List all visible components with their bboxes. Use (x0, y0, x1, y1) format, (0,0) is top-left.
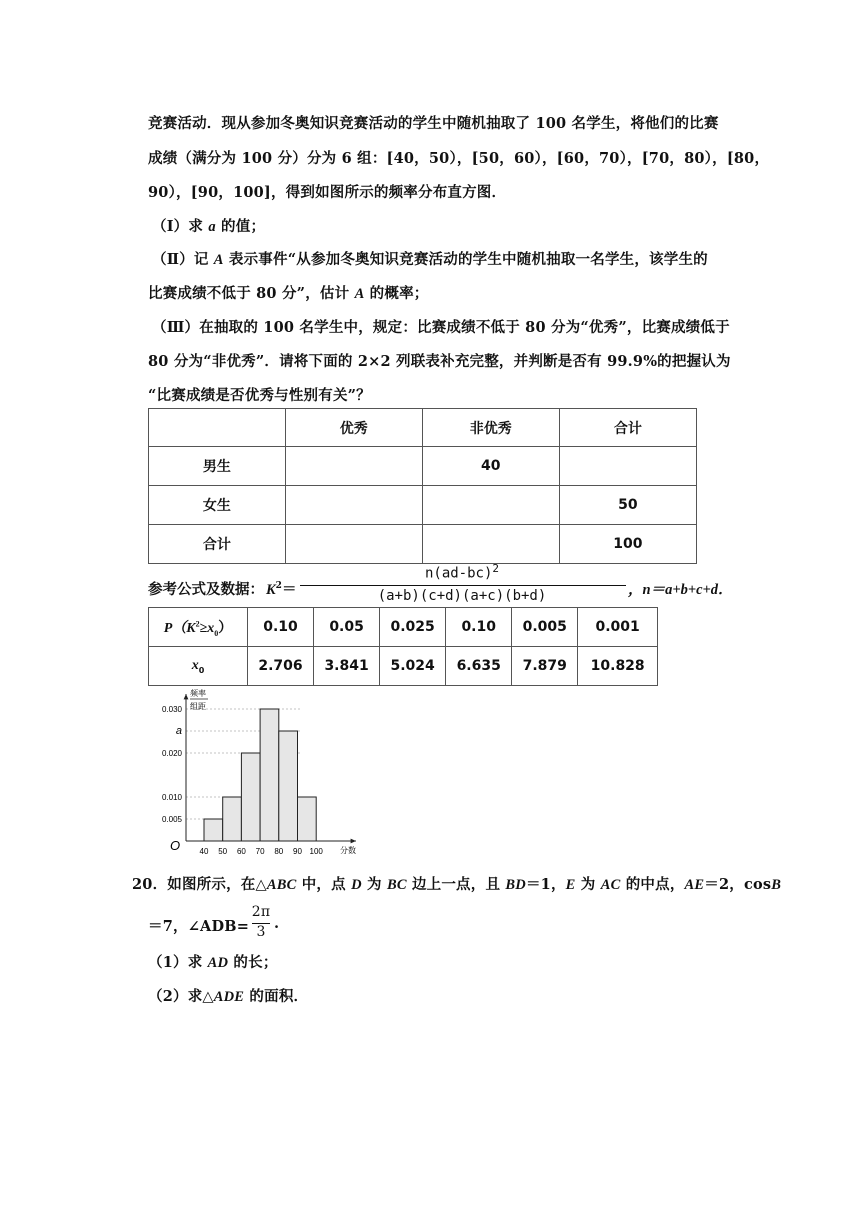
histogram-bar (223, 797, 242, 841)
p20-text: 边上一点，且 (406, 876, 506, 893)
k-table-row-p (149, 608, 658, 647)
problem20-question-1 (148, 951, 278, 972)
problem19-line1: 竞赛活动．现从参加冬奥知识竞赛活动的学生中随机抽取了 100 名学生，将他们的比赛 (148, 115, 719, 132)
x-value-cell: 5.024 (380, 647, 446, 686)
formula-prefix: 参考公式及数据： (148, 581, 264, 598)
question-2-pre: （Ⅱ）记 (152, 251, 214, 268)
p-label-mid: ≥x (199, 620, 215, 636)
histogram-bar (279, 731, 298, 841)
formula-denominator: (a+b)(c+d)(a+c)(b+d) (377, 588, 547, 604)
bars (204, 709, 316, 841)
row-label-cell: 女生 (149, 486, 286, 525)
p20-q1-var: AD (207, 955, 229, 971)
problem20-question-2 (148, 985, 308, 1006)
contingency-row (149, 447, 697, 486)
p-value-cell: 0.025 (380, 608, 446, 647)
contingency-cell (559, 447, 696, 486)
y-tick-label: 0.005 (161, 815, 182, 824)
p20-text: 为 (575, 876, 601, 893)
formula-k-letter: K (266, 582, 276, 598)
p20-q2-var: ADE (213, 989, 245, 1005)
p20-text: 为 (361, 876, 387, 893)
p20-text: ＝1， (525, 876, 566, 893)
p20-var: D (351, 877, 362, 893)
x-tick-label: 60 (236, 847, 246, 856)
question-2-line2 (148, 282, 429, 303)
x-tick-label: 90 (293, 847, 302, 856)
k-table-row-x (149, 647, 658, 686)
question-3-line3: “比赛成绩是否优秀与性别有关”？ (148, 387, 371, 404)
y-axis-label-top: 频率 (190, 689, 206, 698)
angle-fraction-numerator: 2π (251, 904, 271, 920)
contingency-cell: 40 (422, 447, 559, 486)
question-1-pre: （Ⅰ）求 (152, 218, 209, 235)
contingency-cell: 50 (559, 486, 696, 525)
question-1-var: a (208, 219, 216, 235)
histogram-bar (260, 709, 279, 841)
contingency-cell: 优秀 (285, 409, 422, 447)
row-label-cell: 合计 (149, 525, 286, 564)
contingency-table (148, 408, 697, 564)
y-tick-label: 0.010 (161, 793, 182, 802)
k-squared-table (148, 607, 658, 686)
y-axis-label-bottom: 组距 (190, 702, 206, 711)
p-label-sup: 2 (195, 618, 200, 628)
x-value-cell: 7.879 (512, 647, 578, 686)
k-table-x-label (149, 647, 248, 686)
row-label-cell (149, 409, 286, 447)
contingency-cell: 非优秀 (422, 409, 559, 447)
p20-var: AE (684, 877, 705, 893)
p-label-pre: P（K (163, 620, 196, 636)
x-value-cell: 6.635 (446, 647, 512, 686)
y-tick-label: 0.030 (161, 705, 182, 714)
question-1 (152, 215, 265, 236)
histogram-bar (204, 819, 223, 841)
x-tick-label: 70 (255, 847, 265, 856)
p-label-sub: 0 (214, 628, 219, 638)
p20-var: E (565, 877, 576, 893)
contingency-cell (285, 486, 422, 525)
p20-var: BD (505, 877, 526, 893)
p20-text: 中，点 (296, 876, 352, 893)
x-value-cell: 3.841 (314, 647, 380, 686)
formula-fraction-bar (300, 585, 626, 586)
p20-l2-pre: ＝7，∠ADB= (148, 918, 250, 935)
p20-var: B (771, 877, 782, 893)
p20-text: 如图所示，在△ (167, 876, 267, 893)
p20-q1-post: 的长； (228, 954, 278, 971)
p20-l2-post: . (274, 915, 280, 932)
question-2-line1 (152, 248, 708, 269)
x-tick-label: 80 (274, 847, 284, 856)
x-tick-label: 50 (218, 847, 228, 856)
formula-eq: ＝ (281, 581, 297, 598)
y-tick-label: a (175, 725, 182, 737)
p-value-cell: 0.10 (248, 608, 314, 647)
histogram-bar (241, 753, 260, 841)
contingency-cell (285, 525, 422, 564)
row-label-cell: 男生 (149, 447, 286, 486)
k-table-p-label (149, 608, 248, 647)
x-tick-label: 40 (199, 847, 209, 856)
question-2-l2-post: 的概率； (364, 285, 429, 302)
p20-var: AC (600, 877, 621, 893)
p20-q2-post: 的面积． (244, 988, 309, 1005)
formula-k-exp: 2 (275, 581, 282, 592)
p20-var: ABC (266, 877, 297, 893)
problem19-line3: 90），[90，100]，得到如图所示的频率分布直方图． (148, 184, 507, 201)
p20-q1-pre: （1）求 (148, 954, 208, 971)
x-value-cell: 2.706 (248, 647, 314, 686)
x-value-cell: 10.828 (578, 647, 658, 686)
x-label-main: x (191, 658, 199, 674)
p20-text: ＝2，cos (704, 876, 772, 893)
contingency-row (149, 486, 697, 525)
contingency-header-row (149, 409, 697, 447)
histogram-bar (298, 797, 317, 841)
problem20-line1 (132, 873, 781, 894)
contingency-cell (285, 447, 422, 486)
contingency-cell (422, 525, 559, 564)
x-tick-label: 100 (309, 847, 323, 856)
contingency-cell: 100 (559, 525, 696, 564)
angle-fraction-denominator: 3 (256, 924, 266, 940)
p-label-post: ） (218, 620, 233, 636)
origin-label: O (170, 838, 181, 853)
formula-numerator-exp: 2 (492, 562, 500, 575)
p20-q2-pre: （2）求△ (148, 988, 214, 1005)
y-tick-label: 0.020 (161, 749, 182, 758)
p20-text: 的中点， (620, 876, 685, 893)
x-label-sub: 0 (198, 665, 205, 675)
formula-suffix: ，n＝a+b+c+d． (628, 582, 733, 598)
x-axis-label: 分数 (340, 846, 356, 855)
question-2-l2-var: A (354, 286, 365, 302)
problem19-line2: 成绩（满分为 100 分）分为 6 组：[40，50），[50，60），[60，70），[70，80），[80， (148, 150, 770, 167)
question-2-var: A (213, 252, 224, 268)
formula-k (266, 578, 296, 599)
question-1-post: 的值； (215, 218, 266, 235)
frequency-histogram (150, 686, 380, 861)
question-2-post: 表示事件“从参加冬奥知识竞赛活动的学生中随机抽取一名学生，该学生的 (223, 251, 708, 268)
p20-var: BC (386, 877, 407, 893)
question-3-line2: 80 分为“非优秀”．请将下面的 2×2 列联表补充完整，并判断是否有 99.9%的把握认为 (148, 353, 731, 370)
contingency-cell: 合计 (559, 409, 696, 447)
p-value-cell: 0.05 (314, 608, 380, 647)
question-3-line1: （Ⅲ）在抽取的 100 名学生中，规定：比赛成绩不低于 80 分为“优秀”，比赛成绩低于 (152, 319, 730, 336)
p-value-cell: 0.001 (578, 608, 658, 647)
contingency-cell (422, 486, 559, 525)
formula-numerator-text: n(ad-bc) (424, 565, 493, 582)
contingency-row (149, 525, 697, 564)
p-value-cell: 0.005 (512, 608, 578, 647)
p-value-cell: 0.10 (446, 608, 512, 647)
problem20-number: 20． (132, 876, 168, 893)
formula-numerator (298, 562, 626, 582)
question-2-l2-pre: 比赛成绩不低于 80 分”，估计 (148, 285, 355, 302)
